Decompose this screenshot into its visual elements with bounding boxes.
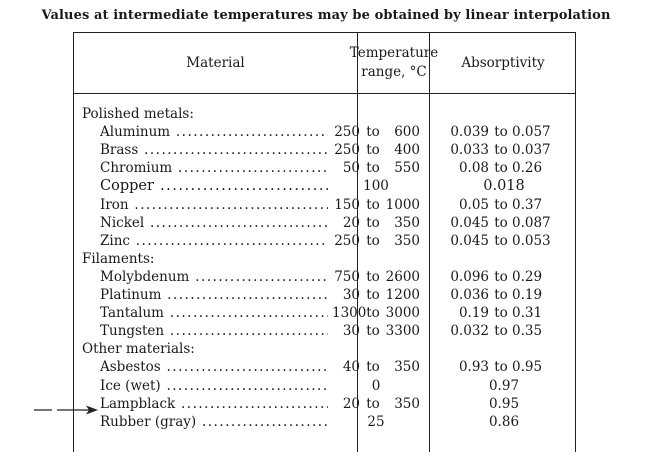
absorptivity-to: to [494, 142, 508, 159]
absorptivity-min: 0.039 [450, 124, 489, 141]
absorptivity-max: 0.087 [512, 214, 551, 231]
temperature-min: 250 [334, 142, 360, 159]
absorptivity-to: to [494, 359, 508, 376]
header-absorptivity: Absorptivity [461, 54, 545, 71]
absorptivity-max: 0.037 [512, 142, 551, 159]
temperature-min: 30 [342, 287, 360, 303]
absorptivity-table [73, 32, 576, 452]
absorptivity-min: 0.08 [458, 160, 489, 177]
temperature-max: 350 [394, 214, 420, 231]
absorptivity-to: to [494, 160, 508, 177]
table-row [74, 377, 575, 395]
temperature-to: to [366, 196, 380, 213]
absorptivity-to: to [494, 287, 508, 303]
material-name: Tungsten ..... [100, 322, 328, 340]
material-name: Chromium ..... [100, 159, 328, 177]
temperature-max: 350 [394, 359, 420, 376]
absorptivity-value: 0.018 [483, 178, 525, 195]
header-temperature-line1: Temperature [349, 45, 439, 61]
temperature-max: 600 [394, 124, 420, 141]
absorptivity-to: to [494, 323, 508, 340]
material-name: Copper ..... [100, 177, 328, 195]
temperature-to: to [366, 268, 380, 285]
section-heading-row [74, 340, 575, 358]
temperature-min: 20 [342, 214, 360, 231]
temperature-max: 2600 [385, 268, 420, 285]
absorptivity-min: 0.045 [450, 214, 489, 231]
section-title: Other materials: [82, 341, 195, 358]
absorptivity-to: to [494, 305, 508, 322]
temperature-value: 100 [363, 178, 389, 195]
absorptivity-max: 0.29 [512, 268, 543, 285]
absorptivity-min: 0.05 [458, 196, 489, 213]
table-row [74, 141, 575, 159]
absorptivity-to: to [494, 214, 508, 231]
section-title: Filaments: [82, 250, 155, 267]
absorptivity-value: 0.86 [488, 413, 520, 430]
temperature-max: 550 [394, 160, 420, 177]
absorptivity-max: 0.26 [512, 160, 543, 177]
header-temperature [349, 33, 439, 93]
absorptivity-to: to [494, 268, 508, 285]
material-name: Rubber (gray) ..... [100, 413, 328, 431]
table-row [74, 304, 575, 322]
temperature-min: 250 [334, 124, 360, 141]
temperature-to: to [366, 232, 380, 249]
absorptivity-value: 0.95 [488, 395, 520, 412]
table-row [74, 322, 575, 340]
temperature-min: 250 [334, 232, 360, 249]
absorptivity-min: 0.036 [450, 287, 489, 303]
temperature-min: 20 [342, 395, 360, 412]
header-temperature-line2: range, °C [361, 64, 427, 80]
temperature-max: 3000 [385, 305, 420, 322]
temperature-to: to [366, 323, 380, 340]
table-row [74, 214, 575, 232]
absorptivity-max: 0.31 [512, 305, 543, 322]
material-name: Lampblack ..... [100, 395, 328, 413]
table-row [74, 232, 575, 250]
material-name: Platinum ..... [100, 286, 328, 304]
absorptivity-min: 0.19 [458, 305, 489, 322]
temperature-max: 350 [394, 232, 420, 249]
temperature-min: 50 [342, 160, 360, 177]
material-name: Molybdenum ..... [100, 268, 328, 286]
temperature-min: 1300 [332, 305, 367, 322]
absorptivity-max: 0.37 [512, 196, 543, 213]
material-name: Ice (wet) ..... [100, 377, 328, 395]
absorptivity-to: to [494, 232, 508, 249]
temperature-value: 25 [367, 413, 385, 430]
material-name: Nickel ..... [100, 214, 328, 232]
temperature-min: 40 [342, 359, 360, 376]
absorptivity-to: to [494, 196, 508, 213]
section-heading-row [74, 250, 575, 268]
temperature-max: 1000 [385, 196, 420, 213]
section-title: Polished metals: [82, 106, 194, 122]
temperature-max: 3300 [385, 323, 420, 340]
temperature-to: to [366, 142, 380, 159]
absorptivity-min: 0.045 [450, 232, 489, 249]
table-row [74, 177, 575, 195]
material-name: Iron ..... [100, 196, 328, 214]
temperature-max: 400 [394, 142, 420, 159]
absorptivity-min: 0.93 [458, 359, 489, 376]
material-name: Zinc ..... [100, 232, 328, 250]
temperature-min: 150 [334, 196, 360, 213]
table-row [74, 395, 575, 413]
temperature-to: to [366, 160, 380, 177]
absorptivity-max: 0.057 [512, 124, 551, 141]
absorptivity-min: 0.032 [450, 323, 489, 340]
absorptivity-min: 0.033 [450, 142, 489, 159]
absorptivity-value: 0.97 [488, 377, 520, 394]
table-row [74, 413, 575, 431]
absorptivity-max: 0.053 [512, 232, 551, 249]
temperature-max: 350 [394, 395, 420, 412]
absorptivity-to: to [494, 124, 508, 141]
table-caption: Values at intermediate temperatures may be obtained by linear interpolation [41, 8, 611, 23]
temperature-min: 750 [334, 268, 360, 285]
table-row [74, 358, 575, 376]
header-rule [74, 93, 575, 94]
table-row [74, 268, 575, 286]
temperature-to: to [366, 395, 380, 412]
temperature-to: to [366, 359, 380, 376]
section-heading-row [74, 105, 575, 123]
table-row [74, 286, 575, 304]
temperature-to: to [366, 305, 380, 322]
absorptivity-min: 0.096 [450, 268, 489, 285]
absorptivity-max: 0.35 [512, 323, 543, 340]
temperature-max: 1200 [385, 287, 420, 303]
material-name: Asbestos ..... [100, 358, 328, 376]
table-row [74, 159, 575, 177]
absorptivity-max: 0.19 [512, 287, 543, 303]
material-name: Aluminum ..... [100, 123, 328, 141]
temperature-to: to [366, 124, 380, 141]
temperature-to: to [366, 287, 380, 303]
temperature-min: 30 [342, 323, 360, 340]
table-row [74, 123, 575, 141]
material-name: Tantalum ..... [100, 304, 328, 322]
table-row [74, 196, 575, 214]
header-material: Material [186, 54, 245, 71]
arrow-right-icon [34, 404, 98, 416]
material-name: Brass ..... [100, 141, 328, 159]
temperature-value: 0 [371, 377, 381, 394]
temperature-to: to [366, 214, 380, 231]
absorptivity-max: 0.95 [512, 359, 543, 376]
